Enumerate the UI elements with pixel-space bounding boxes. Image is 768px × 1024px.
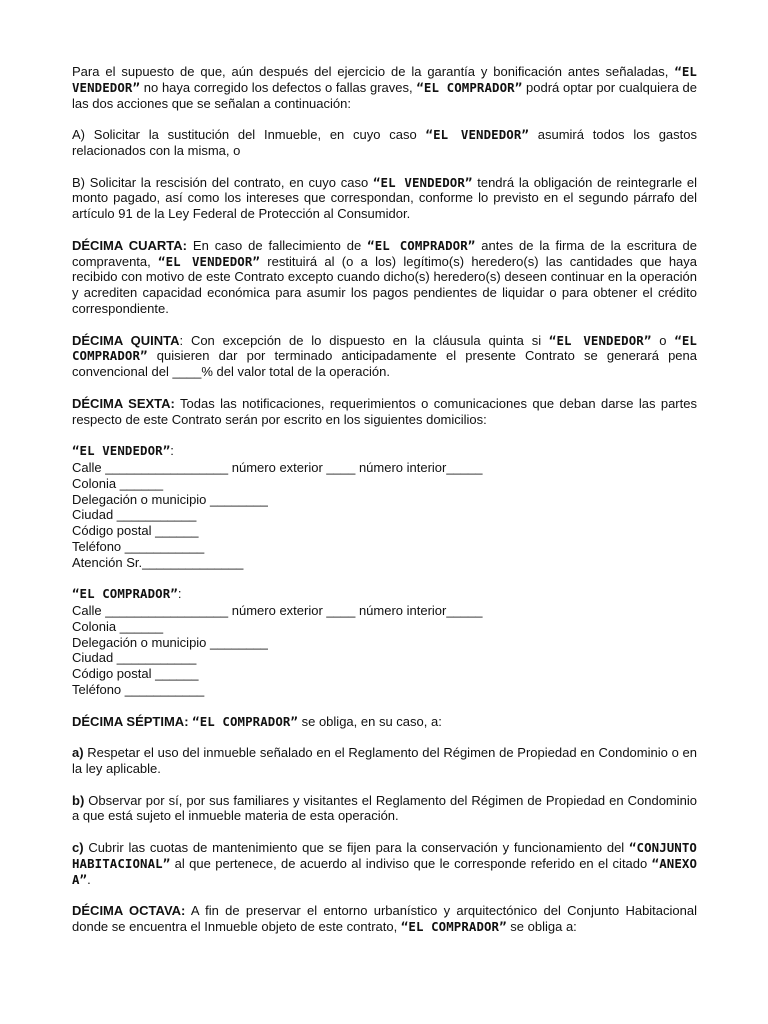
colon: : [177,586,182,602]
clause-heading: DÉCIMA OCTAVA: [72,903,186,919]
party-vendedor: “EL VENDEDOR” [373,174,473,190]
party-comprador: “EL COMPRADOR” [400,919,507,935]
text: : Con excepción de lo dispuesto en la cláusula quinta si [179,332,549,348]
comprador-label [72,586,697,602]
text: al que pertenece, de acuerdo al indiviso que le corresponde referido en el citado [170,855,652,871]
clause-17 [72,714,697,730]
address-line: Ciudad ___________ [72,507,197,523]
text: En caso de fallecimiento de [186,237,368,253]
option-a [72,127,697,159]
paragraph-warranty-failure [72,64,697,111]
party-vendedor: “EL VENDEDOR” [72,443,171,459]
clause-heading: DÉCIMA QUINTA [72,332,180,348]
clause-15 [72,333,697,380]
text: Todas las notificaciones, requerimientos o comunicaciones que deban darse las partes respecto de este Contrato serán por escrito en los siguientes domicilios: [72,395,697,427]
text: Cubrir las cuotas de mantenimiento que se fijen para la conservación y funcionamiento del [83,840,629,856]
item-letter: c) [72,840,84,856]
party-vendedor: “EL VENDEDOR” [548,332,652,348]
text: no haya corregido los defectos o fallas graves, [140,79,417,95]
address-line: Calle _________________ número exterior ____ número interior_____ [72,459,483,475]
party-comprador: “EL COMPRADOR” [72,586,178,602]
option-b [72,175,697,222]
party-comprador: “EL COMPRADOR” [416,79,523,95]
clause-heading: DÉCIMA CUARTA: [72,237,187,253]
party-vendedor: “EL VENDEDOR” [425,127,529,143]
party-comprador: “EL COMPRADOR” [192,713,298,729]
item-letter: a) [72,745,84,761]
text: . [87,871,91,887]
address-line: Calle _________________ número exterior ____ número interior_____ [72,603,483,619]
text: Observar por sí, por sus familiares y visitantes el Reglamento del Régimen de Propiedad en Condominio a que está sujeto el inmueble materia de esta operación. [72,792,697,824]
text: B) Solicitar la rescisión del contrato, en cuyo caso [72,174,373,190]
party-comprador: “EL COMPRADOR” [367,237,476,253]
text: Respetar el uso del inmueble señalado en el Reglamento del Régimen de Propiedad en Condominio o en la ley aplicable. [72,745,697,777]
text: quisieren dar por terminado anticipadamente el presente Contrato se generará pena convencional del ____% del valor total de la operación. [72,348,697,380]
text: o [651,332,675,348]
text: se obliga a: [506,919,577,935]
clause-heading: DÉCIMA SEXTA: [72,395,175,411]
text: se obliga, en su caso, a: [298,713,442,729]
conjunto-habitacional: “CONJUNTO HABITACIONAL” [72,840,697,871]
address-line: Colonia ______ [72,475,164,491]
address-line: Delegación o municipio ________ [72,634,268,650]
address-line: Teléfono ___________ [72,538,205,554]
item-letter: b) [72,792,85,808]
obligation-item-b [72,793,697,825]
address-line: Código postal ______ [72,666,199,682]
address-line: Teléfono ___________ [72,682,205,698]
obligation-item-a [72,745,697,777]
address-line: Delegación o municipio ________ [72,491,268,507]
party-comprador: “EL COMPRADOR” [72,332,697,364]
clause-14 [72,238,697,317]
text: tendrá la obligación de reintegrarle el monto pagado, así como los intereses que correspondan, conforme lo previsto en el segundo párrafo del artículo 91 de la Ley Federal de Protección al Consumidor. [72,174,698,222]
address-line: Código postal ______ [72,523,199,539]
text: podrá optar por cualquiera de las dos acciones que se señalan a continuación: [72,79,697,111]
address-line: Atención Sr.______________ [72,554,244,570]
address-line: Colonia ______ [72,618,164,634]
text: Para el supuesto de que, aún después del ejercicio de la garantía y bonificación antes señaladas, [72,64,675,79]
clause-heading: DÉCIMA SÉPTIMA: [72,713,189,729]
obligation-item-c [72,840,697,887]
vendedor-address-block [72,443,697,570]
party-vendedor: “EL VENDEDOR” [158,253,260,269]
document-body [72,64,697,951]
vendedor-label [72,443,697,459]
text: antes de la firma de la escritura de compraventa, [72,237,697,269]
text: restituirá al (o a los) legítimo(s) heredero(s) las cantidades que haya recibido con motivo de este Contrato excepto cuando dicho(s) heredero(s) deseen continuar en la operación y acrediten capacidad económica para asumir los pagos pendientes de liquidar o para obtener el crédito correspondiente. [72,253,698,316]
anexo-a: “ANEXO A” [72,855,697,887]
clause-18 [72,903,697,935]
text: A fin de preservar el entorno urbanístico y arquitectónico del Conjunto Habitacional donde se encuentra el Inmueble objeto de este contrato, [72,903,697,935]
address-line: Ciudad ___________ [72,650,197,666]
colon: : [170,443,174,459]
clause-16 [72,396,697,428]
text: asumirá todos los gastos relacionados con la misma, o [72,127,698,158]
party-vendedor: “EL VENDEDOR” [72,64,697,95]
text: A) Solicitar la sustitución del Inmueble, en cuyo caso [72,127,426,143]
comprador-address-block [72,586,697,698]
